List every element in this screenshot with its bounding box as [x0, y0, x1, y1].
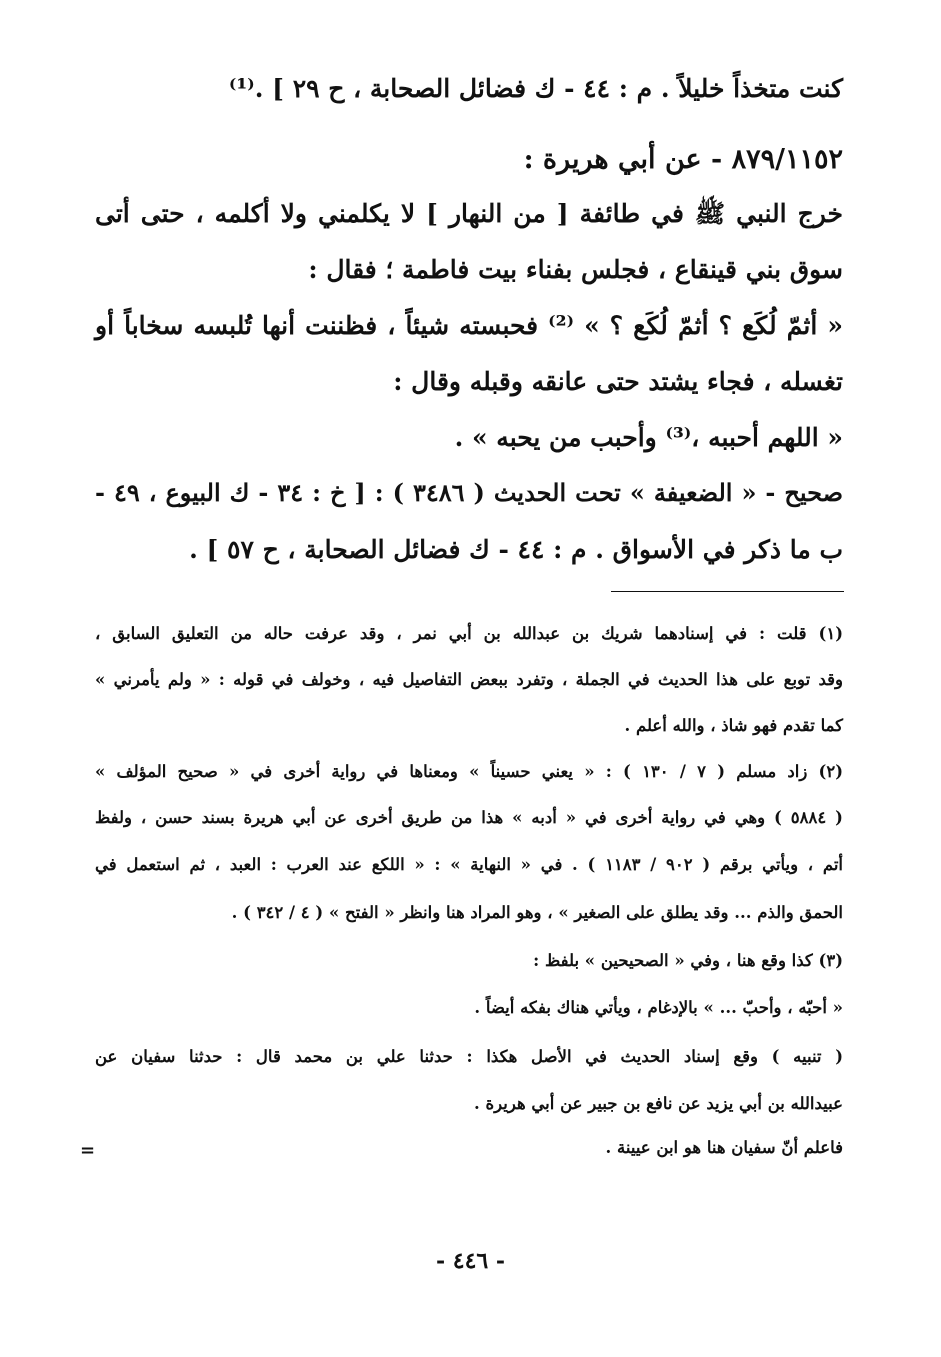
- hadith-heading: [95, 146, 843, 173]
- grading-details: - « الضعيفة » تحت الحديث ( ٣٤٨٦ ) : [ خ : ٣٤ - ك البيوع ، ٤٩ -: [95, 478, 785, 507]
- footnote-line-11: عبيدالله بن أبي يزيد عن نافع بن جبير عن أبي هريرة .: [474, 1094, 843, 1113]
- page-number: - ٤٤٦ -: [435, 1248, 506, 1274]
- body-line-2: خرج النبي ﷺ في طائفة [ من النهار ] لا يكلمني ولا أكلمه ، حتى أتى: [95, 199, 843, 228]
- hadith-number: ٨٧٩/١١٥٢: [731, 144, 843, 175]
- footnote-separator: [611, 591, 844, 592]
- continuation-mark: =: [80, 1140, 96, 1161]
- footnote-line-10: ( تنبيه ) وقع إسناد الحديث في الأصل هكذا : حدثنا علي بن محمد قال : حدثنا سفيان عن: [95, 1047, 843, 1066]
- footnote-line-8: (٣) كذا وقع هنا ، وفي « الصحيحين » بلفظ :: [533, 951, 843, 970]
- body-line-3: سوق بني قينقاع ، فجلس بفناء بيت فاطمة ؛ فقال :: [308, 255, 843, 284]
- footnote-line-5: ( ٥٨٨٤ ) وهي في رواية أخرى في « أدبه » هذا من طريق أخرى عن أبي هريرة بسند حسن ، ولفظ: [95, 808, 843, 827]
- body-line-4: « أثمّ لُكَع ؟ أثمّ لُكَع ؟ » ⁽²⁾ فحبسته شيئاً ، فظننت أنها تُلبسه سخاباً أو: [95, 311, 843, 340]
- footnote-line-3: كما تقدم فهو شاذ ، والله أعلم .: [624, 716, 843, 735]
- body-line-1: كنت متخذاً خليلاً . م : ٤٤ - ك فضائل الصحابة ، ح ٢٩ ] .⁽¹⁾: [228, 74, 843, 103]
- grading-line: [95, 478, 843, 507]
- footnote-line-12: فاعلم أنّ سفيان هنا هو ابن عيينة .: [605, 1138, 843, 1157]
- footnote-line-9: « أحبّه ، وأحبّ ... » بالإدغام ، ويأتي هناك بفكه أيضاً .: [474, 998, 843, 1017]
- body-line-8: ب ما ذكر في الأسواق . م : ٤٤ - ك فضائل الصحابة ، ح ٥٧ ] .: [189, 535, 843, 564]
- footnote-line-4: (٢) زاد مسلم ( ٧ / ١٣٠ ) : « يعني حسيناً » ومعناها في رواية أخرى في « صحيح المؤلف »: [95, 762, 844, 781]
- footnote-line-7: الحمق والذم ... وقد يطلق على الصغير » ، وهو المراد هنا وانظر « الفتح » ( ٤ / ٣٤٢ ) .: [231, 903, 843, 922]
- footnote-line-6: أتم ، ويأتي برقم ( ٩٠٢ / ١١٨٣ ) . في « النهاية » : « اللكع عند العرب : العبد ، ثم استعمل في: [95, 855, 843, 874]
- hadith-narrator: - عن أبي هريرة :: [523, 144, 732, 175]
- body-line-6: « اللهم أحببه ،⁽³⁾ وأحبب من يحبه » .: [454, 423, 843, 452]
- footnote-line-1: (١) قلت : في إسنادهما شريك بن عبدالله بن أبي نمر ، وقد عرفت حاله من التعليق السابق ،: [95, 624, 843, 643]
- footnote-line-2: وقد توبع على هذا الحديث في الجملة ، وتفرد ببعض التفاصيل فيه ، وخولف في قوله : « ولم يأمرني »: [95, 670, 843, 689]
- body-line-5: تغسله ، فجاء يشتد حتى عانقه وقبله وقال :: [393, 367, 843, 396]
- grade-label: صحيح: [784, 478, 843, 507]
